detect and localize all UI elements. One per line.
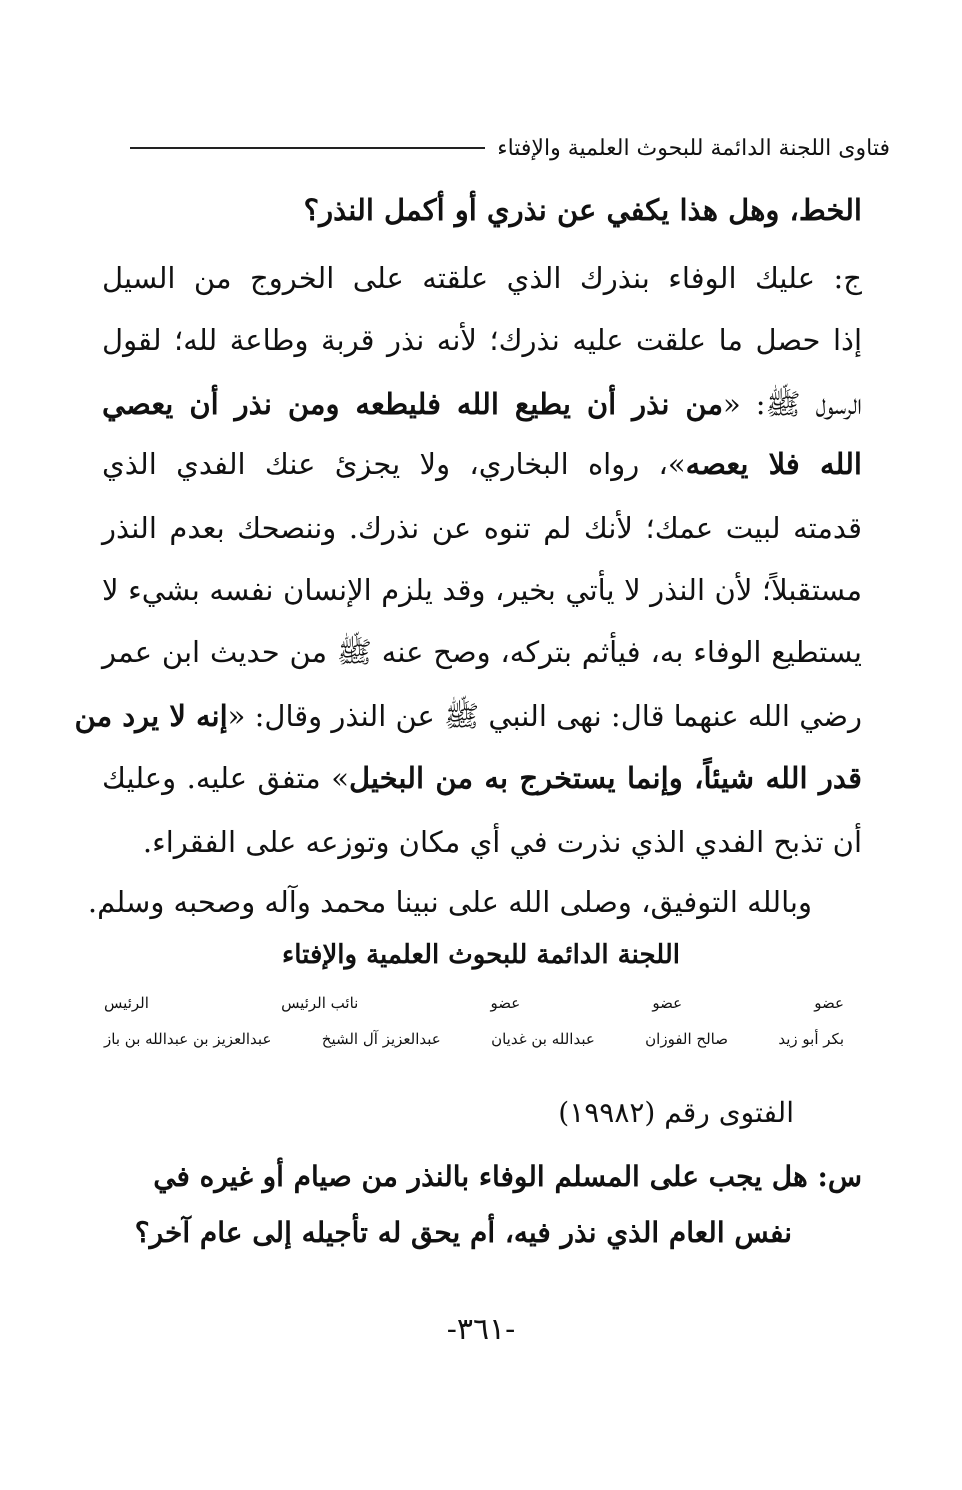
role-member-3: عضو bbox=[490, 994, 521, 1012]
text-line-2: ج: عليك الوفاء بنذرك الذي علقته على الخروج من السيل bbox=[102, 261, 862, 295]
text-line-8: يستطيع الوفاء به، فيأثم بتركه، وصح عنه ﷺ من حديث ابن عمر bbox=[102, 635, 862, 669]
header-rule bbox=[130, 147, 485, 149]
committee-members bbox=[104, 1030, 844, 1048]
header-title: فتاوى اللجنة الدائمة للبحوث العلمية والإفتاء bbox=[497, 135, 890, 161]
question-line-2: نفس العام الذي نذر فيه، أم يحق له تأجيله إلى عام آخر؟ bbox=[134, 1216, 792, 1249]
committee-roles bbox=[104, 994, 844, 1012]
hadith-quote-1a: من نذر أن يطيع الله فليطعه ومن نذر أن يعصي bbox=[102, 387, 723, 421]
text-line-10-plain: » متفق عليه. وعليك bbox=[102, 761, 349, 795]
member-name-5: عبدالعزيز بن عبدالله بن باز bbox=[104, 1030, 272, 1048]
hadith-quote-2b: قدر الله شيئاً، وإنما يستخرج به من البخيل bbox=[348, 761, 862, 795]
member-name-4: عبدالعزيز آل الشيخ bbox=[321, 1030, 441, 1048]
fatwa-number: الفتوى رقم (١٩٩٨٢) bbox=[558, 1096, 794, 1129]
text-line-9 bbox=[74, 696, 862, 736]
member-name-3: عبدالله بن غديان bbox=[491, 1030, 595, 1048]
text-line-5 bbox=[102, 444, 862, 484]
role-member-1: عضو bbox=[814, 994, 844, 1012]
hadith-quote-1b: الله فلا يعصه bbox=[685, 447, 862, 481]
text-line-7: مستقبلاً؛ لأن النذر لا يأتي بخير، وقد يلزم الإنسان نفسه بشيء لا bbox=[102, 573, 862, 607]
role-member-2: عضو bbox=[652, 994, 683, 1012]
text-line-10 bbox=[102, 758, 862, 798]
role-vice-president: نائب الرئيس bbox=[281, 994, 359, 1012]
hadith-quote-2a: إنه لا يرد من bbox=[74, 699, 228, 733]
member-name-2: صالح الفوزان bbox=[645, 1030, 728, 1048]
text-line-3: إذا حصل ما علقت عليه نذرك؛ لأنه نذر قربة وطاعة لله؛ لقول bbox=[102, 323, 862, 357]
text-line-6: قدمته لبيت عمك؛ لأنك لم تنوه عن نذرك. وننصحك بعدم النذر bbox=[102, 511, 862, 545]
text-line-5-plain: »، رواه البخاري، ولا يجزئ عنك الفدي الذي bbox=[102, 447, 686, 481]
text-line-1: الخط، وهل هذا يكفي عن نذري أو أكمل النذر؟ bbox=[303, 193, 862, 227]
question-line-1: س: هل يجب على المسلم الوفاء بالنذر من صيام أو غيره في bbox=[153, 1160, 862, 1193]
closing-line: وبالله التوفيق، وصلى الله على نبينا محمد وآله وصحبه وسلم. bbox=[87, 885, 812, 919]
member-name-1: بكر أبو زيد bbox=[778, 1030, 844, 1048]
committee-title: اللجنة الدائمة للبحوث العلمية والإفتاء bbox=[282, 940, 680, 970]
role-president: الرئيس bbox=[104, 994, 149, 1012]
text-line-4-plain: الرسول ﷺ: « bbox=[723, 387, 862, 421]
text-line-11: أن تذبح الفدي الذي نذرت في أي مكان وتوزعه على الفقراء. bbox=[142, 825, 862, 859]
text-line-9-plain: رضي الله عنهما قال: نهى النبي ﷺ عن النذر وقال: « bbox=[227, 699, 862, 733]
page-number: -٣٦١- bbox=[446, 1312, 516, 1347]
text-line-4 bbox=[102, 384, 862, 424]
running-header bbox=[130, 128, 890, 168]
